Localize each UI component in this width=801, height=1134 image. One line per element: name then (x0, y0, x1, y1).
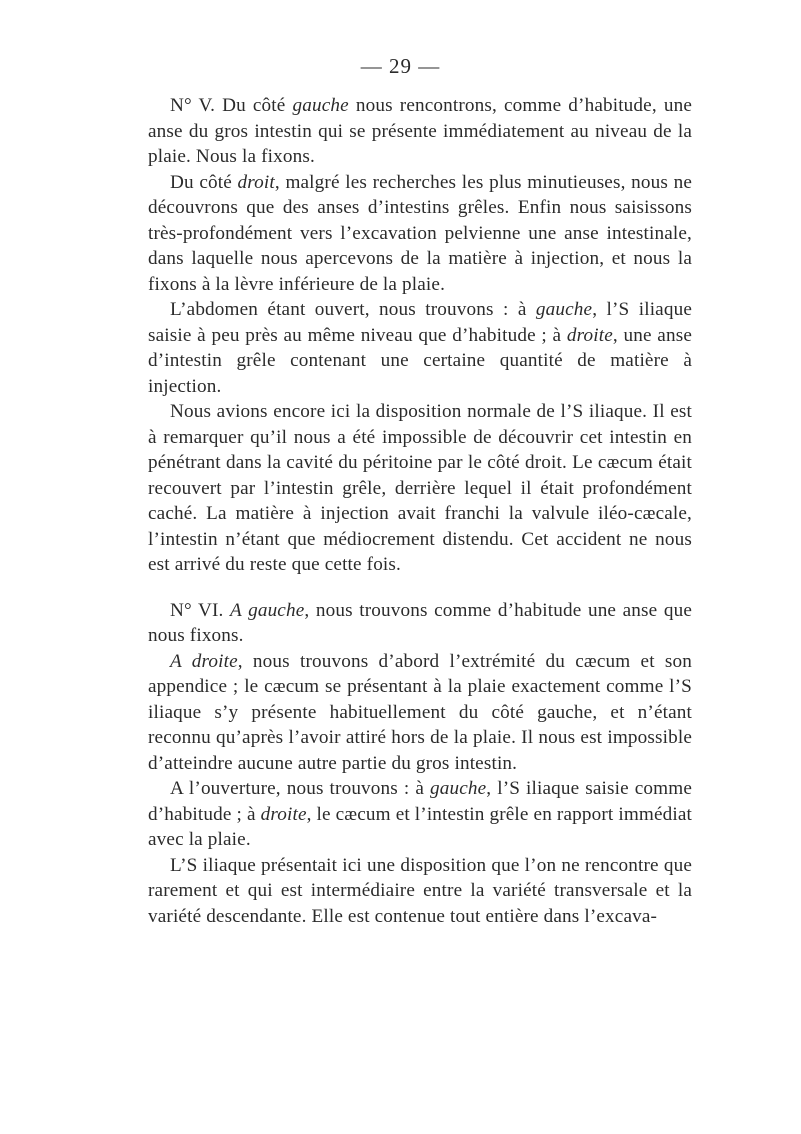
paragraph (148, 399, 692, 578)
italic-text: A gauche (230, 599, 305, 621)
paragraph (148, 776, 692, 853)
text-run: Du côté (170, 171, 238, 193)
body-text (148, 93, 692, 929)
paragraph (148, 297, 692, 399)
italic-text: gauche (429, 778, 487, 799)
text-run: N° VI. (170, 599, 231, 621)
text-run: , l’S iliaque saisie comme d’habitude ; à (148, 778, 692, 825)
paragraph (148, 598, 692, 649)
italic-text: droite (260, 803, 307, 825)
paragraph (148, 170, 692, 298)
page-number: — 29 — (360, 54, 441, 78)
text-run: L’S iliaque présentait ici une disposition que l’on ne rencontre que rarement et qui est intermédiaire entre la variété transversale et la variété descendante. Elle est contenue tout entière dans l’excava- (148, 854, 692, 927)
text-run: , nous trouvons d’abord l’extrémité du cæcum et son appendice ; le cæcum se présentant à la plaie exactement comme l’S iliaque s’y présente habituellement du côté gauche, et n’étant reconnu qu’après l’avoir attiré hors de la plaie. Il nous est impossible d’atteindre aucune autre partie du gros intestin. (148, 650, 692, 774)
paragraph (148, 649, 692, 777)
text-run: Nous avions encore ici la disposition normale de l’S iliaque. Il est à remarquer qu’il nous a été impossible de découvrir cet intestin en pénétrant dans la cavité du péritoine par le côté droit. Le cæcum était recouvert par l’intestin grêle, derrière lequel il était profondément caché. La matière à injection avait franchi la valvule iléo-cæcale, l’intestin n’étant que médiocrement distendu. Cet accident ne nous est arrivé du reste que cette fois. (148, 401, 692, 575)
text-run: N° V. Du côté (170, 95, 293, 116)
text-run: nous rencontrons, comme d’habitude, une anse du gros intestin qui se présente immédiatement au niveau de la plaie. Nous la fixons. (148, 95, 692, 167)
italic-text: gauche (292, 95, 349, 116)
italic-text: droite (566, 324, 613, 346)
text-run: , nous trouvons comme d’habitude une anse que nous fixons. (148, 599, 692, 646)
text-run: , malgré les recherches les plus minutieuses, nous ne découvrons que des anses d’intestins grêles. Enfin nous saisissons très-profondément vers l’excavation pelvienne une anse intestinale, dans laquelle nous apercevons de la matière à injection, et nous la fixons à la lèvre inférieure de la plaie. (148, 171, 693, 295)
text-run: , l’S iliaque saisie à peu près au même niveau que d’habitude ; à (148, 299, 692, 346)
text-run: L’abdomen étant ouvert, nous trouvons : à (170, 299, 536, 320)
text-run: , une anse d’intestin grêle contenant une certaine quantité de matière à injection. (148, 324, 692, 397)
text-run: , le cæcum et l’intestin grêle en rapport immédiat avec la plaie. (148, 803, 693, 850)
text-run: A l’ouverture, nous trouvons : à (170, 778, 430, 799)
paragraph (148, 853, 692, 930)
italic-text: A droite (170, 650, 238, 672)
paragraph (148, 93, 692, 170)
italic-text: droit (237, 171, 275, 193)
italic-text: gauche (535, 299, 593, 320)
